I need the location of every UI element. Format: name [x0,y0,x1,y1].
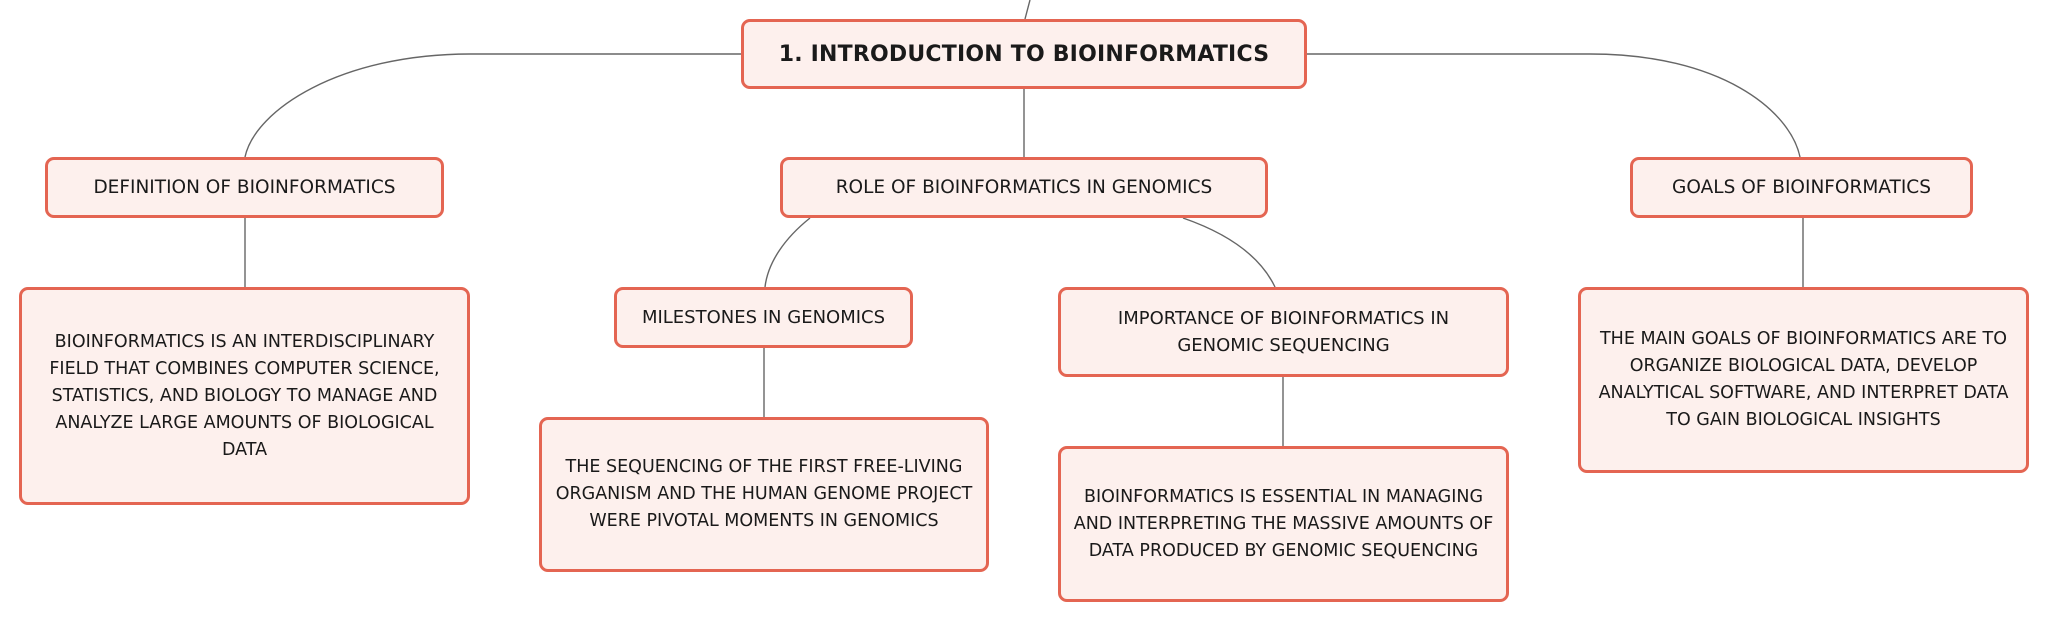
detail-definition-text: BIOINFORMATICS IS AN INTERDISCIPLINARY FIELD THAT COMBINES COMPUTER SCIENCE, STATISTICS, AND BIOLOGY TO MANAGE AND ANALYZE LARGE AMOUNTS OF BIOLOGICAL DATA [49,331,440,460]
detail-importance-node[interactable] [1058,446,1509,602]
detail-goals-node[interactable] [1578,287,2029,473]
detail-definition-node[interactable] [19,287,470,505]
connector-role-to-milestones [765,218,810,287]
connector-root-to-goals [1307,54,1800,157]
root-node-label: 1. INTRODUCTION TO BIOINFORMATICS [778,41,1270,67]
subtopic-milestones-label: MILESTONES IN GENOMICS [641,307,886,328]
detail-milestones-text: THE SEQUENCING OF THE FIRST FREE-LIVING ORGANISM AND THE HUMAN GENOME PROJECT WERE PIVOTAL MOMENTS IN GENOMICS [555,457,973,531]
connector-role-to-importance [1183,218,1275,287]
detail-milestones-node[interactable] [539,417,989,572]
root-node[interactable] [741,19,1307,89]
topic-role-node[interactable] [780,157,1268,218]
subtopic-importance-label: IMPORTANCE OF BIOINFORMATICS IN GENOMIC SEQUENCING [1117,308,1450,356]
topic-goals-label: GOALS OF BIOINFORMATICS [1672,177,1931,198]
connector-parent-to-root [1025,0,1030,19]
topic-definition-node[interactable] [45,157,444,218]
topic-goals-node[interactable] [1630,157,1973,218]
detail-goals-text: THE MAIN GOALS OF BIOINFORMATICS ARE TO ORGANIZE BIOLOGICAL DATA, DEVELOP ANALYTICAL SOFTWARE, AND INTERPRET DATA TO GAIN BIOLOGICAL INSIGHTS [1598,329,2009,430]
topic-role-label: ROLE OF BIOINFORMATICS IN GENOMICS [835,177,1213,198]
topic-definition-label: DEFINITION OF BIOINFORMATICS [93,177,396,198]
detail-importance-text: BIOINFORMATICS IS ESSENTIAL IN MANAGING AND INTERPRETING THE MASSIVE AMOUNTS OF DATA PRODUCED BY GENOMIC SEQUENCING [1073,486,1494,561]
connector-root-to-definition [245,54,741,157]
subtopic-milestones-node[interactable] [614,287,913,348]
subtopic-importance-node[interactable] [1058,287,1509,377]
